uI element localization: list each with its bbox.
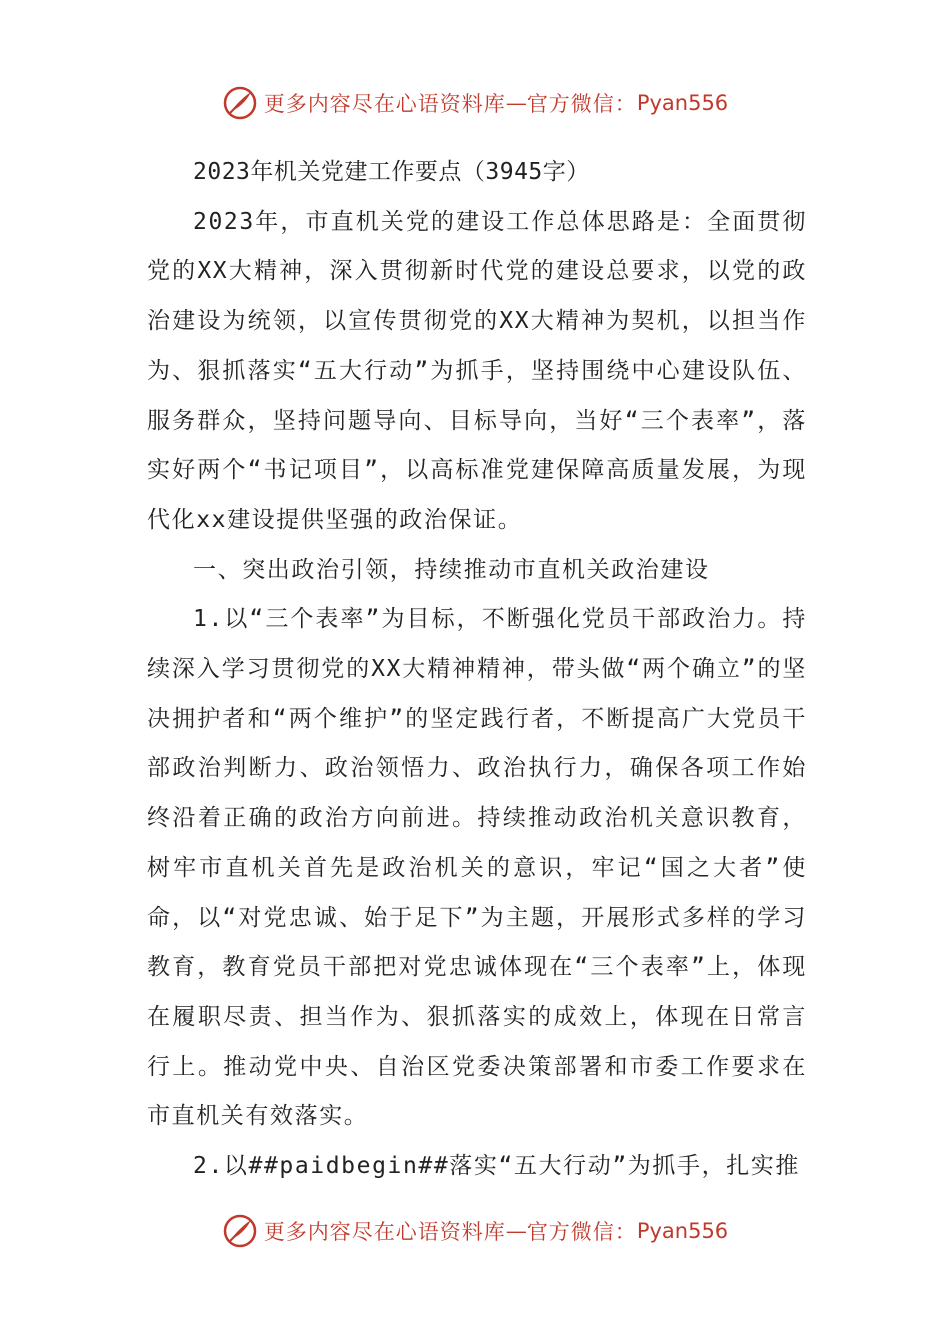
document-body — [147, 148, 807, 1192]
paragraph-item-2: 2.以##paidbegin##落实“五大行动”为抓手，扎实推 — [193, 1153, 801, 1180]
banner-site-text: 更多内容尽在心语资料库 — [263, 92, 506, 116]
banner-separator: — — [505, 91, 527, 115]
banner-wechat-label: 官方微信： — [526, 92, 637, 116]
document-title: 2023年机关党建工作要点（3945字） — [193, 159, 590, 185]
header-banner — [0, 83, 950, 123]
banner-wechat-id: Pyan556 — [636, 1219, 729, 1243]
paragraph-intro: 2023年，市直机关党的建设工作总体思路是：全面贯彻党的XX大精神，深入贯彻新时代党的建设总要求，以党的政治建设为统领，以宣传贯彻党的XX大精神为契机，以担当作为、狠抓落实“五大行动”为抓手，坚持围绕中心建设队伍、服务群众，坚持问题导向、目标导向，当好“三个表率”，落实好两个“书记项目”，以高标准党建保障高质量发展，为现代化xx建设提供坚强的政治保证。 — [147, 208, 807, 533]
banner-site-text: 更多内容尽在心语资料库 — [263, 1220, 506, 1244]
footer-banner — [0, 1211, 950, 1251]
banner-wechat-label: 官方微信： — [526, 1220, 637, 1244]
section-heading-1: 一、突出政治引领，持续推动市直机关政治建设 — [193, 556, 710, 583]
banner-wechat-id: Pyan556 — [636, 91, 729, 115]
feather-pen-icon — [222, 85, 258, 121]
banner-separator: — — [505, 1219, 527, 1243]
feather-pen-icon — [222, 1213, 258, 1249]
paragraph-item-1: 1.以“三个表率”为目标，不断强化党员干部政治力。持续深入学习贯彻党的XX大精神精神，带头做“两个确立”的坚决拥护者和“两个维护”的坚定践行者，不断提高广大党员干部政治判断力、政治领悟力、政治执行力，确保各项工作始终沿着正确的政治方向前进。持续推动政治机关意识教育，树牢市直机关首先是政治机关的意识，牢记“国之大者”使命，以“对党忠诚、始于足下”为主题，开展形式多样的学习教育，教育党员干部把对党忠诚体现在“三个表率”上，体现在履职尽责、担当作为、狠抓落实的成效上，体现在日常言行上。推动党中央、自治区党委决策部署和市委工作要求在市直机关有效落实。 — [147, 606, 807, 1130]
